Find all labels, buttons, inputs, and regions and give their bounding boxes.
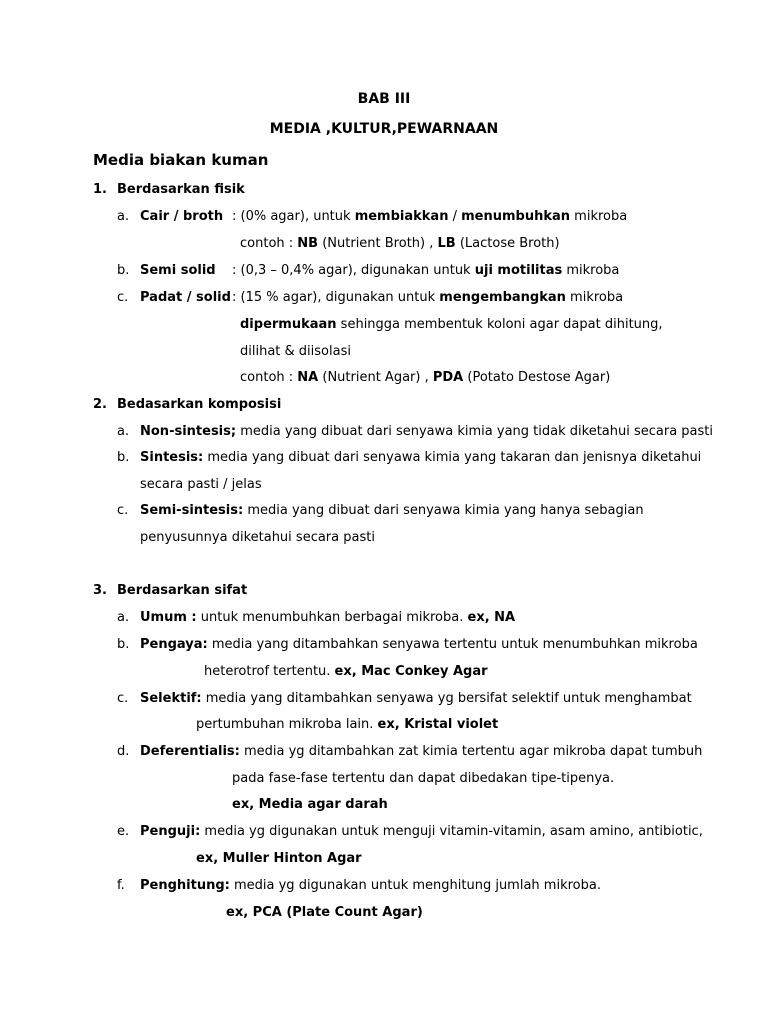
list-number: 3. (93, 583, 107, 598)
list-marker: b. (117, 637, 130, 652)
example-text: ex, Muller Hinton Agar (196, 851, 362, 866)
definition-text: Penghitung: media yg digunakan untuk menghitung jumlah mikroba. (140, 878, 601, 893)
chapter-label: BAB III (357, 91, 411, 107)
list-number: 1. (93, 182, 107, 197)
list-marker: b. (117, 450, 130, 465)
definition-text: Sintesis: media yang dibuat dari senyawa kimia yang takaran dan jenisnya diketahui (140, 450, 702, 465)
term-label: Cair / broth (140, 209, 224, 224)
example-text: contoh : NB (Nutrient Broth) , LB (Lactose Broth) (240, 236, 560, 251)
definition-text: Non-sintesis; media yang dibuat dari senyawa kimia yang tidak diketahui secara pasti (140, 424, 714, 439)
list-marker: a. (117, 610, 130, 625)
definition-continuation: heterotrof tertentu. ex, Mac Conkey Agar (204, 664, 488, 679)
definition-text: : (0,3 – 0,4% agar), digunakan untuk uji motilitas mikroba (232, 263, 620, 278)
definition-continuation: dipermukaan sehingga membentuk koloni agar dapat dihitung, (240, 317, 663, 332)
list-marker: e. (117, 824, 130, 839)
list-marker: c. (117, 290, 129, 305)
list-marker: d. (117, 744, 130, 759)
term-label: Padat / solid (140, 290, 231, 305)
definition-text: Pengaya: media yang ditambahkan senyawa tertentu untuk menumbuhkan mikroba (140, 637, 698, 652)
definition-text: : (0% agar), untuk membiakkan / menumbuhkan mikroba (232, 209, 628, 224)
section-heading: Media biakan kuman (93, 151, 269, 169)
list-marker: f. (117, 878, 125, 893)
example-text: contoh : NA (Nutrient Agar) , PDA (Potato Destose Agar) (240, 370, 611, 385)
example-text: ex, PCA (Plate Count Agar) (226, 905, 423, 920)
definition-text: Penguji: media yg digunakan untuk menguji vitamin-vitamin, asam amino, antibiotic, (140, 824, 703, 839)
list-marker: a. (117, 209, 130, 224)
definition-continuation: secara pasti / jelas (140, 477, 262, 492)
list-heading: Berdasarkan sifat (117, 583, 248, 598)
definition-text: Deferentialis: media yg ditambahkan zat kimia tertentu agar mikroba dapat tumbuh (140, 744, 703, 759)
list-marker: b. (117, 263, 130, 278)
definition-continuation: pertumbuhan mikroba lain. ex, Kristal violet (196, 717, 499, 732)
definition-continuation: dilihat & diisolasi (240, 344, 351, 359)
term-label: Semi solid (140, 263, 216, 278)
definition-continuation: pada fase-fase tertentu dan dapat dibedakan tipe-tipenya. (232, 771, 615, 786)
definition-text: : (15 % agar), digunakan untuk mengembangkan mikroba (232, 290, 624, 305)
list-marker: c. (117, 691, 129, 706)
list-marker: a. (117, 424, 130, 439)
definition-text: Semi-sintesis: media yang dibuat dari senyawa kimia yang hanya sebagian (140, 503, 644, 518)
definition-text: Selektif: media yang ditambahkan senyawa yg bersifat selektif untuk menghambat (140, 691, 692, 706)
definition-continuation: penyusunnya diketahui secara pasti (140, 530, 375, 545)
page-title: MEDIA ,KULTUR,PEWARNAAN (269, 121, 499, 137)
list-marker: c. (117, 503, 129, 518)
definition-text: Umum : untuk menumbuhkan berbagai mikroba. ex, NA (140, 610, 516, 625)
example-text: ex, Media agar darah (232, 797, 388, 812)
list-heading: Bedasarkan komposisi (117, 397, 282, 412)
list-heading: Berdasarkan fisik (117, 182, 245, 197)
list-number: 2. (93, 397, 107, 412)
